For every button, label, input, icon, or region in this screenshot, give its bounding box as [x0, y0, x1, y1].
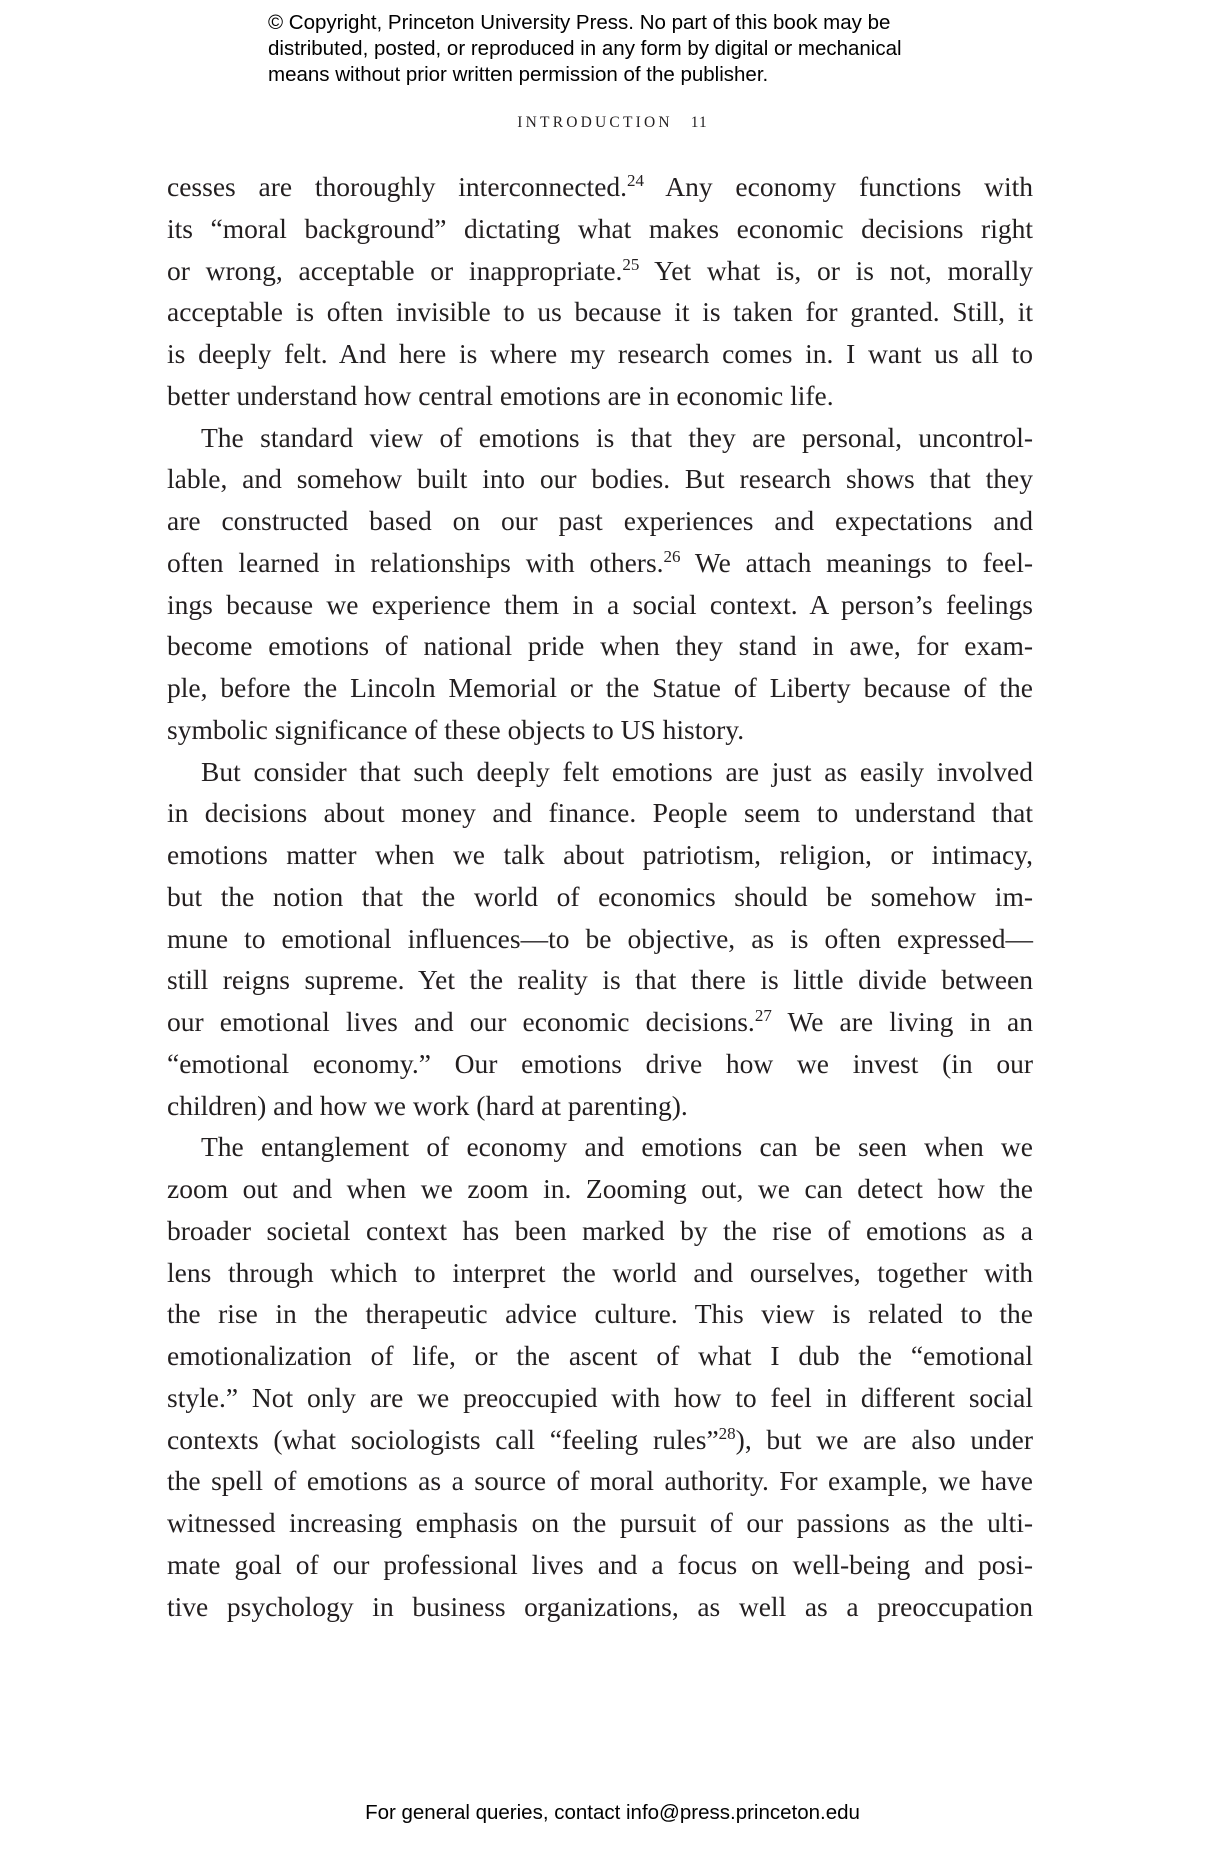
copyright-notice: [268, 10, 988, 88]
text-line: emotionalization of life, or the ascent of what I dub the “emotional: [167, 1340, 1033, 1371]
copyright-line: © Copyright, Princeton University Press. No part of this book may be: [268, 11, 891, 34]
running-head: [0, 114, 1225, 132]
copyright-line: means without prior written permission of the publisher.: [268, 63, 769, 86]
text-line: ple, before the Lincoln Memorial or the Statue of Liberty because of the: [167, 672, 1033, 703]
text-line: its “moral background” dictating what makes economic decisions right: [167, 212, 1033, 244]
text-line: acceptable is often invisible to us because it is taken for granted. Still, it: [167, 296, 1033, 328]
text-line: mune to emotional influences—to be objective, as is often expressed—: [167, 922, 1033, 954]
text-line: but the notion that the world of economics should be somehow im-: [167, 880, 1033, 912]
copyright-line: distributed, posted, or reproduced in any form by digital or mechanical: [268, 37, 902, 60]
text-line: in decisions about money and finance. People seem to understand that: [167, 797, 1033, 829]
footnote-ref[interactable]: 26: [663, 546, 681, 566]
text-line: mate goal of our professional lives and a focus on well-being and posi-: [167, 1548, 1033, 1580]
body-text: [167, 166, 1033, 1627]
footnote-ref[interactable]: 28: [718, 1423, 736, 1443]
page-number: 11: [690, 114, 708, 131]
footnote-ref[interactable]: 27: [754, 1006, 772, 1025]
text-line: tive psychology in business organizations, as well as a preoccupation: [167, 1590, 1033, 1622]
text-line: symbolic significance of these objects to US history.: [167, 713, 745, 745]
text-line: The standard view of emotions is that they are personal, uncontrol-: [201, 421, 1033, 453]
text-line: contexts (what sociologists call “feeling rules”$^{28}$), but we are also under: [167, 1423, 1033, 1455]
text-line: But consider that such deeply felt emotions are just as easily involved: [201, 755, 1033, 787]
text-line: are constructed based on our past experiences and expectations and: [167, 505, 1033, 536]
text-line: witnessed increasing emphasis on the pursuit of our passions as the ulti-: [167, 1507, 1033, 1538]
text-line: ings because we experience them in a social context. A person’s feelings: [167, 588, 1033, 620]
text-line: is deeply felt. And here is where my research comes in. I want us all to: [167, 338, 1033, 369]
text-line: The entanglement of economy and emotions can be seen when we: [201, 1131, 1033, 1163]
footnote-ref[interactable]: 25: [622, 254, 640, 274]
text-line: still reigns supreme. Yet the reality is that there is little divide between: [167, 964, 1033, 996]
text-line: emotions matter when we talk about patriotism, religion, or intimacy,: [167, 839, 1033, 870]
footnote-ref[interactable]: 24: [627, 171, 645, 190]
text-line: style.” Not only are we preoccupied with how to feel in different social: [167, 1381, 1033, 1413]
text-line: or wrong, acceptable or inappropriate.$^{25}$ Yet what is, or is not, morally: [167, 254, 1034, 286]
text-line: lens through which to interpret the world and ourselves, together with: [167, 1256, 1033, 1288]
section-title: INTRODUCTION: [517, 114, 673, 131]
text-line: become emotions of national pride when they stand in awe, for exam-: [167, 630, 1033, 662]
text-line: lable, and somehow built into our bodies. But research shows that they: [167, 463, 1033, 495]
text-line: zoom out and when we zoom in. Zooming out, we can detect how the: [167, 1173, 1033, 1204]
text-line: “emotional economy.” Our emotions drive how we invest (in our: [167, 1047, 1033, 1079]
contact-footer: For general queries, contact info@press.princeton.edu: [365, 1801, 860, 1824]
text-line: children) and how we work (hard at parenting).: [167, 1089, 688, 1121]
text-line: often learned in relationships with others.$^{26}$ We attach meanings to feel-: [167, 546, 1033, 578]
text-line: broader societal context has been marked by the rise of emotions as a: [167, 1214, 1033, 1246]
text-line: the rise in the therapeutic advice culture. This view is related to the: [167, 1298, 1033, 1330]
text-line: our emotional lives and our economic decisions.$^{27}$ We are living in an: [167, 1006, 1033, 1037]
text-line: cesses are thoroughly interconnected.$^{24}$ Any economy functions with: [167, 171, 1033, 202]
text-line: the spell of emotions as a source of moral authority. For example, we have: [167, 1465, 1033, 1497]
text-line: better understand how central emotions are in economic life.: [167, 379, 834, 411]
